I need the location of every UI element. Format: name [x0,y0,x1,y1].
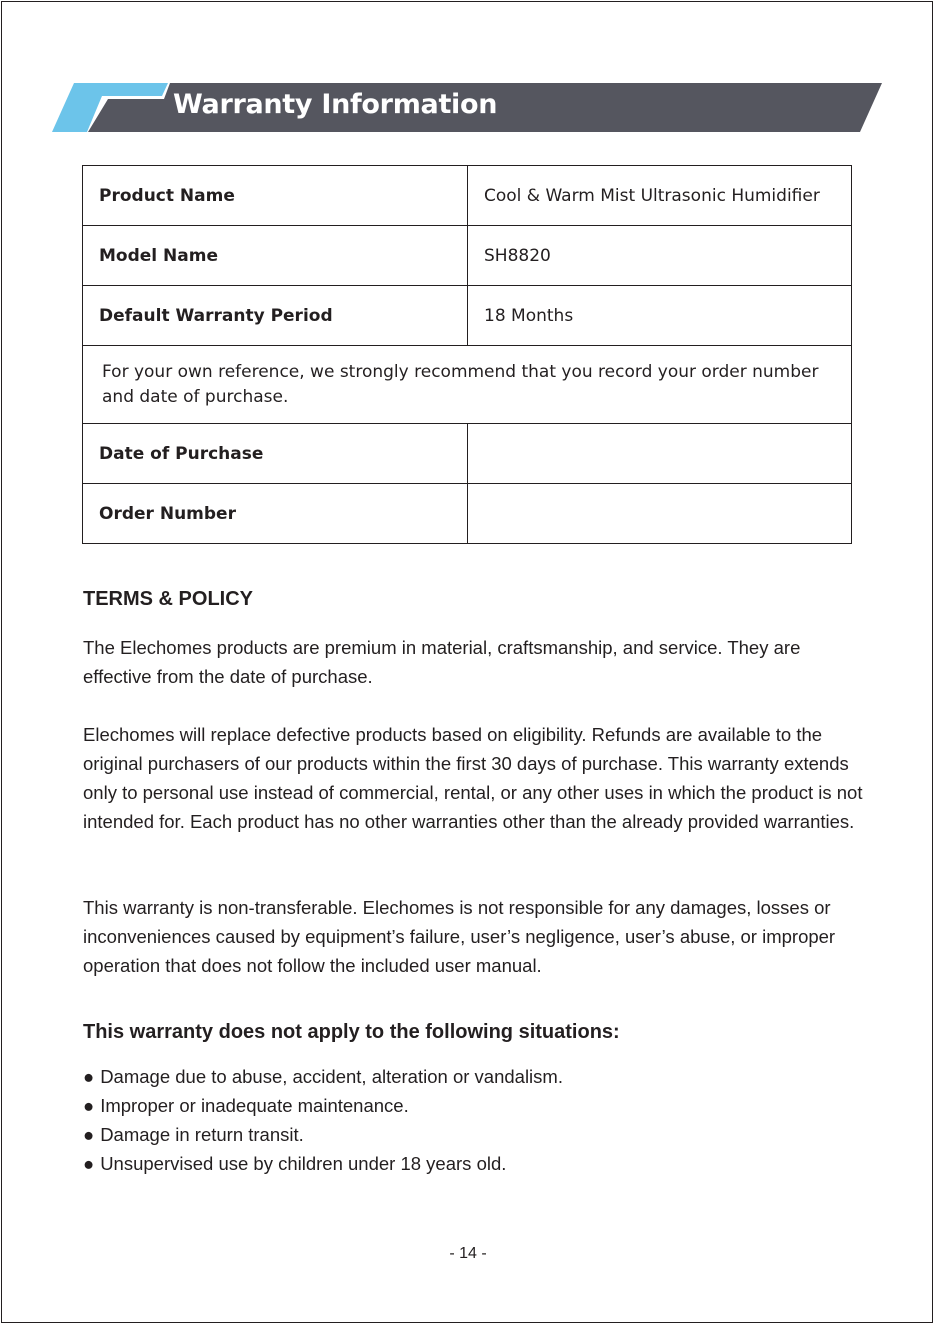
product-name-value: Cool & Warm Mist Ultrasonic Humidifier [468,166,852,226]
list-item-text: Improper or inadequate maintenance. [100,1095,409,1116]
exclusions-list [83,1062,863,1178]
table-row [83,226,852,286]
page-title: Warranty Information [173,89,498,120]
terms-paragraph: Elechomes will replace defective products based on eligibility. Refunds are available to the original purchasers of our products within the first 30 days of purchase. This warranty extends only to personal use instead of commercial, rental, or any other uses in which the product is not intended for. Each product has no other warranties other than the already provided warranties. [83,724,863,832]
warranty-info-table [82,165,852,544]
terms-paragraph: This warranty is non-transferable. Elechomes is not responsible for any damages, losses or inconveniences caused by equipment’s failure, user’s negligence, user’s abuse, or improper operation that does not follow the included user manual. [83,897,836,976]
bullet-icon: ● [83,1095,95,1116]
order-number-label: Order Number [83,484,468,544]
warranty-period-value: 18 Months [468,286,852,346]
list-item-text: Damage in return transit. [100,1124,304,1145]
exclusions-heading: This warranty does not apply to the following situations: [83,1021,620,1043]
list-item [83,1091,863,1120]
table-row [83,424,852,484]
section-banner [52,83,882,132]
list-item [83,1062,863,1091]
table-row [83,484,852,544]
terms-heading: TERMS & POLICY [83,588,254,610]
terms-paragraph: The Elechomes products are premium in material, craftsmanship, and service. They are effective from the date of purchase. [83,637,801,687]
list-item [83,1149,863,1178]
product-name-label: Product Name [83,166,468,226]
date-of-purchase-field[interactable] [468,424,852,484]
table-row [83,346,852,424]
list-item-text: Damage due to abuse, accident, alteration or vandalism. [100,1066,563,1087]
table-row [83,286,852,346]
warranty-period-label: Default Warranty Period [83,286,468,346]
model-name-value: SH8820 [468,226,852,286]
table-row [83,166,852,226]
record-note: For your own reference, we strongly recommend that you record your order number and date of purchase. [83,346,852,424]
list-item [83,1120,863,1149]
bullet-icon: ● [83,1066,95,1087]
date-of-purchase-label: Date of Purchase [83,424,468,484]
bullet-icon: ● [83,1124,95,1145]
model-name-label: Model Name [83,226,468,286]
list-item-text: Unsupervised use by children under 18 years old. [100,1153,507,1174]
order-number-field[interactable] [468,484,852,544]
bullet-icon: ● [83,1153,95,1174]
page-number: - 14 - [449,1245,487,1262]
